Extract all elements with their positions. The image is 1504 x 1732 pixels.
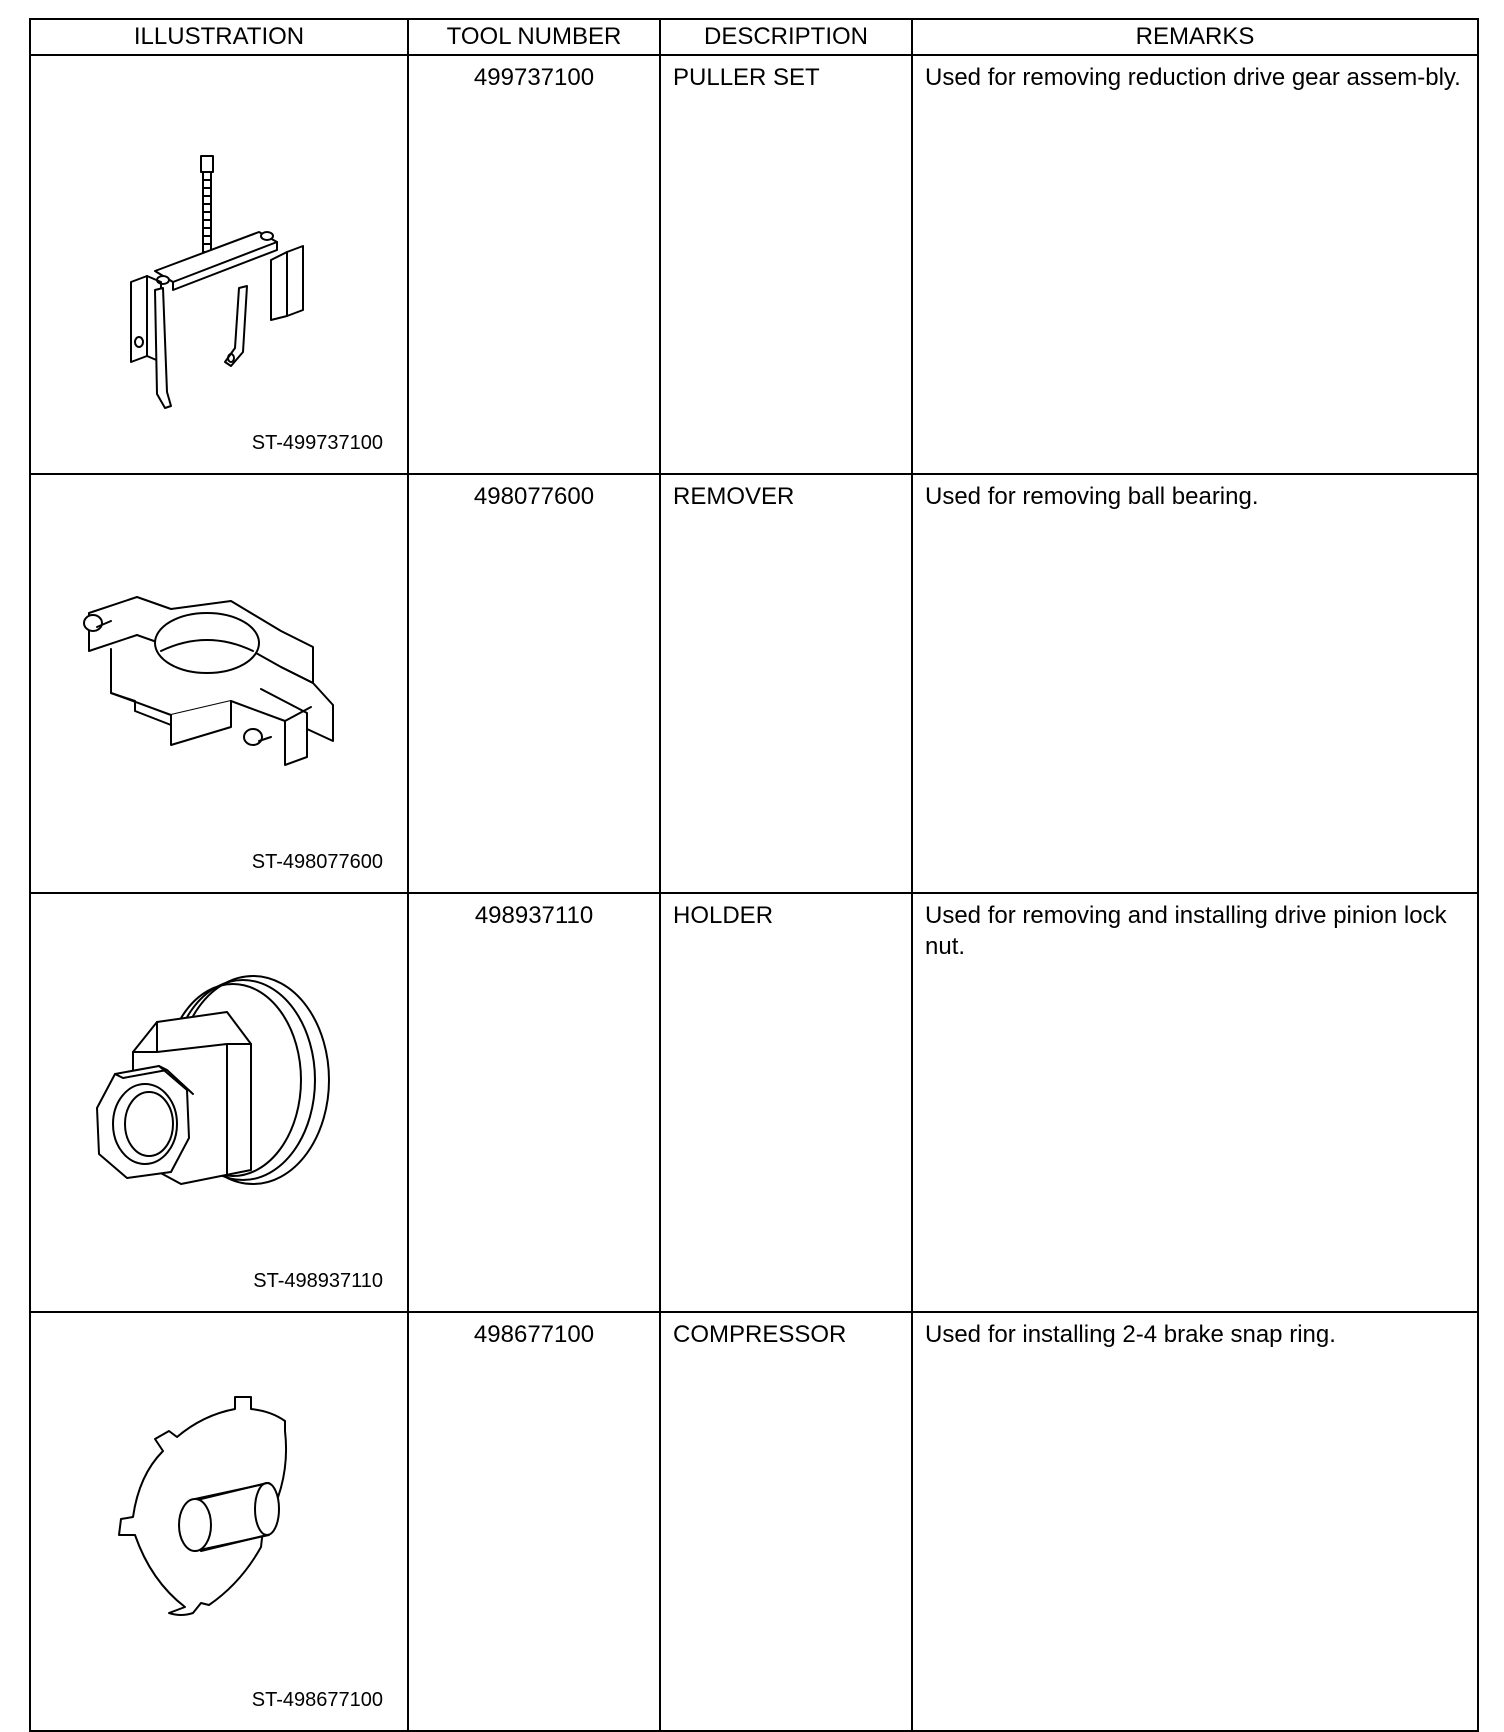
illustration-label: ST-498677100 (251, 1689, 383, 1711)
remover-illustration (31, 475, 407, 880)
illustration-label: ST-498937110 (253, 1270, 383, 1292)
illustration-label: ST-498077600 (251, 851, 383, 873)
illustration-cell (30, 55, 408, 474)
header-row (30, 19, 1478, 55)
header-tool-number: TOOL NUMBER (408, 19, 660, 55)
remarks-cell: Used for removing and installing drive pinion lock nut. (912, 893, 1478, 1312)
puller-set-illustration (31, 56, 407, 461)
remarks-cell: Used for removing ball bearing. (912, 474, 1478, 893)
tool-number-cell: 499737100 (408, 55, 660, 474)
illustration-cell (30, 1312, 408, 1731)
description-cell: HOLDER (660, 893, 912, 1312)
table-row (30, 55, 1478, 474)
holder-illustration (31, 894, 407, 1299)
remarks-cell: Used for installing 2-4 brake snap ring. (912, 1312, 1478, 1731)
special-tools-table (29, 18, 1479, 1732)
compressor-illustration (31, 1313, 407, 1718)
header-remarks: REMARKS (912, 19, 1478, 55)
description-cell: PULLER SET (660, 55, 912, 474)
table-row (30, 1312, 1478, 1731)
remarks-cell: Used for removing reduction drive gear assem-bly. (912, 55, 1478, 474)
tool-number-cell: 498677100 (408, 1312, 660, 1731)
table-row (30, 474, 1478, 893)
special-tools-sheet (29, 18, 1479, 1732)
table-row (30, 893, 1478, 1312)
illustration-label: ST-499737100 (251, 432, 383, 454)
description-cell: REMOVER (660, 474, 912, 893)
illustration-cell (30, 474, 408, 893)
header-illustration: ILLUSTRATION (30, 19, 408, 55)
tool-number-cell: 498077600 (408, 474, 660, 893)
description-cell: COMPRESSOR (660, 1312, 912, 1731)
header-description: DESCRIPTION (660, 19, 912, 55)
tool-number-cell: 498937110 (408, 893, 660, 1312)
illustration-cell (30, 893, 408, 1312)
